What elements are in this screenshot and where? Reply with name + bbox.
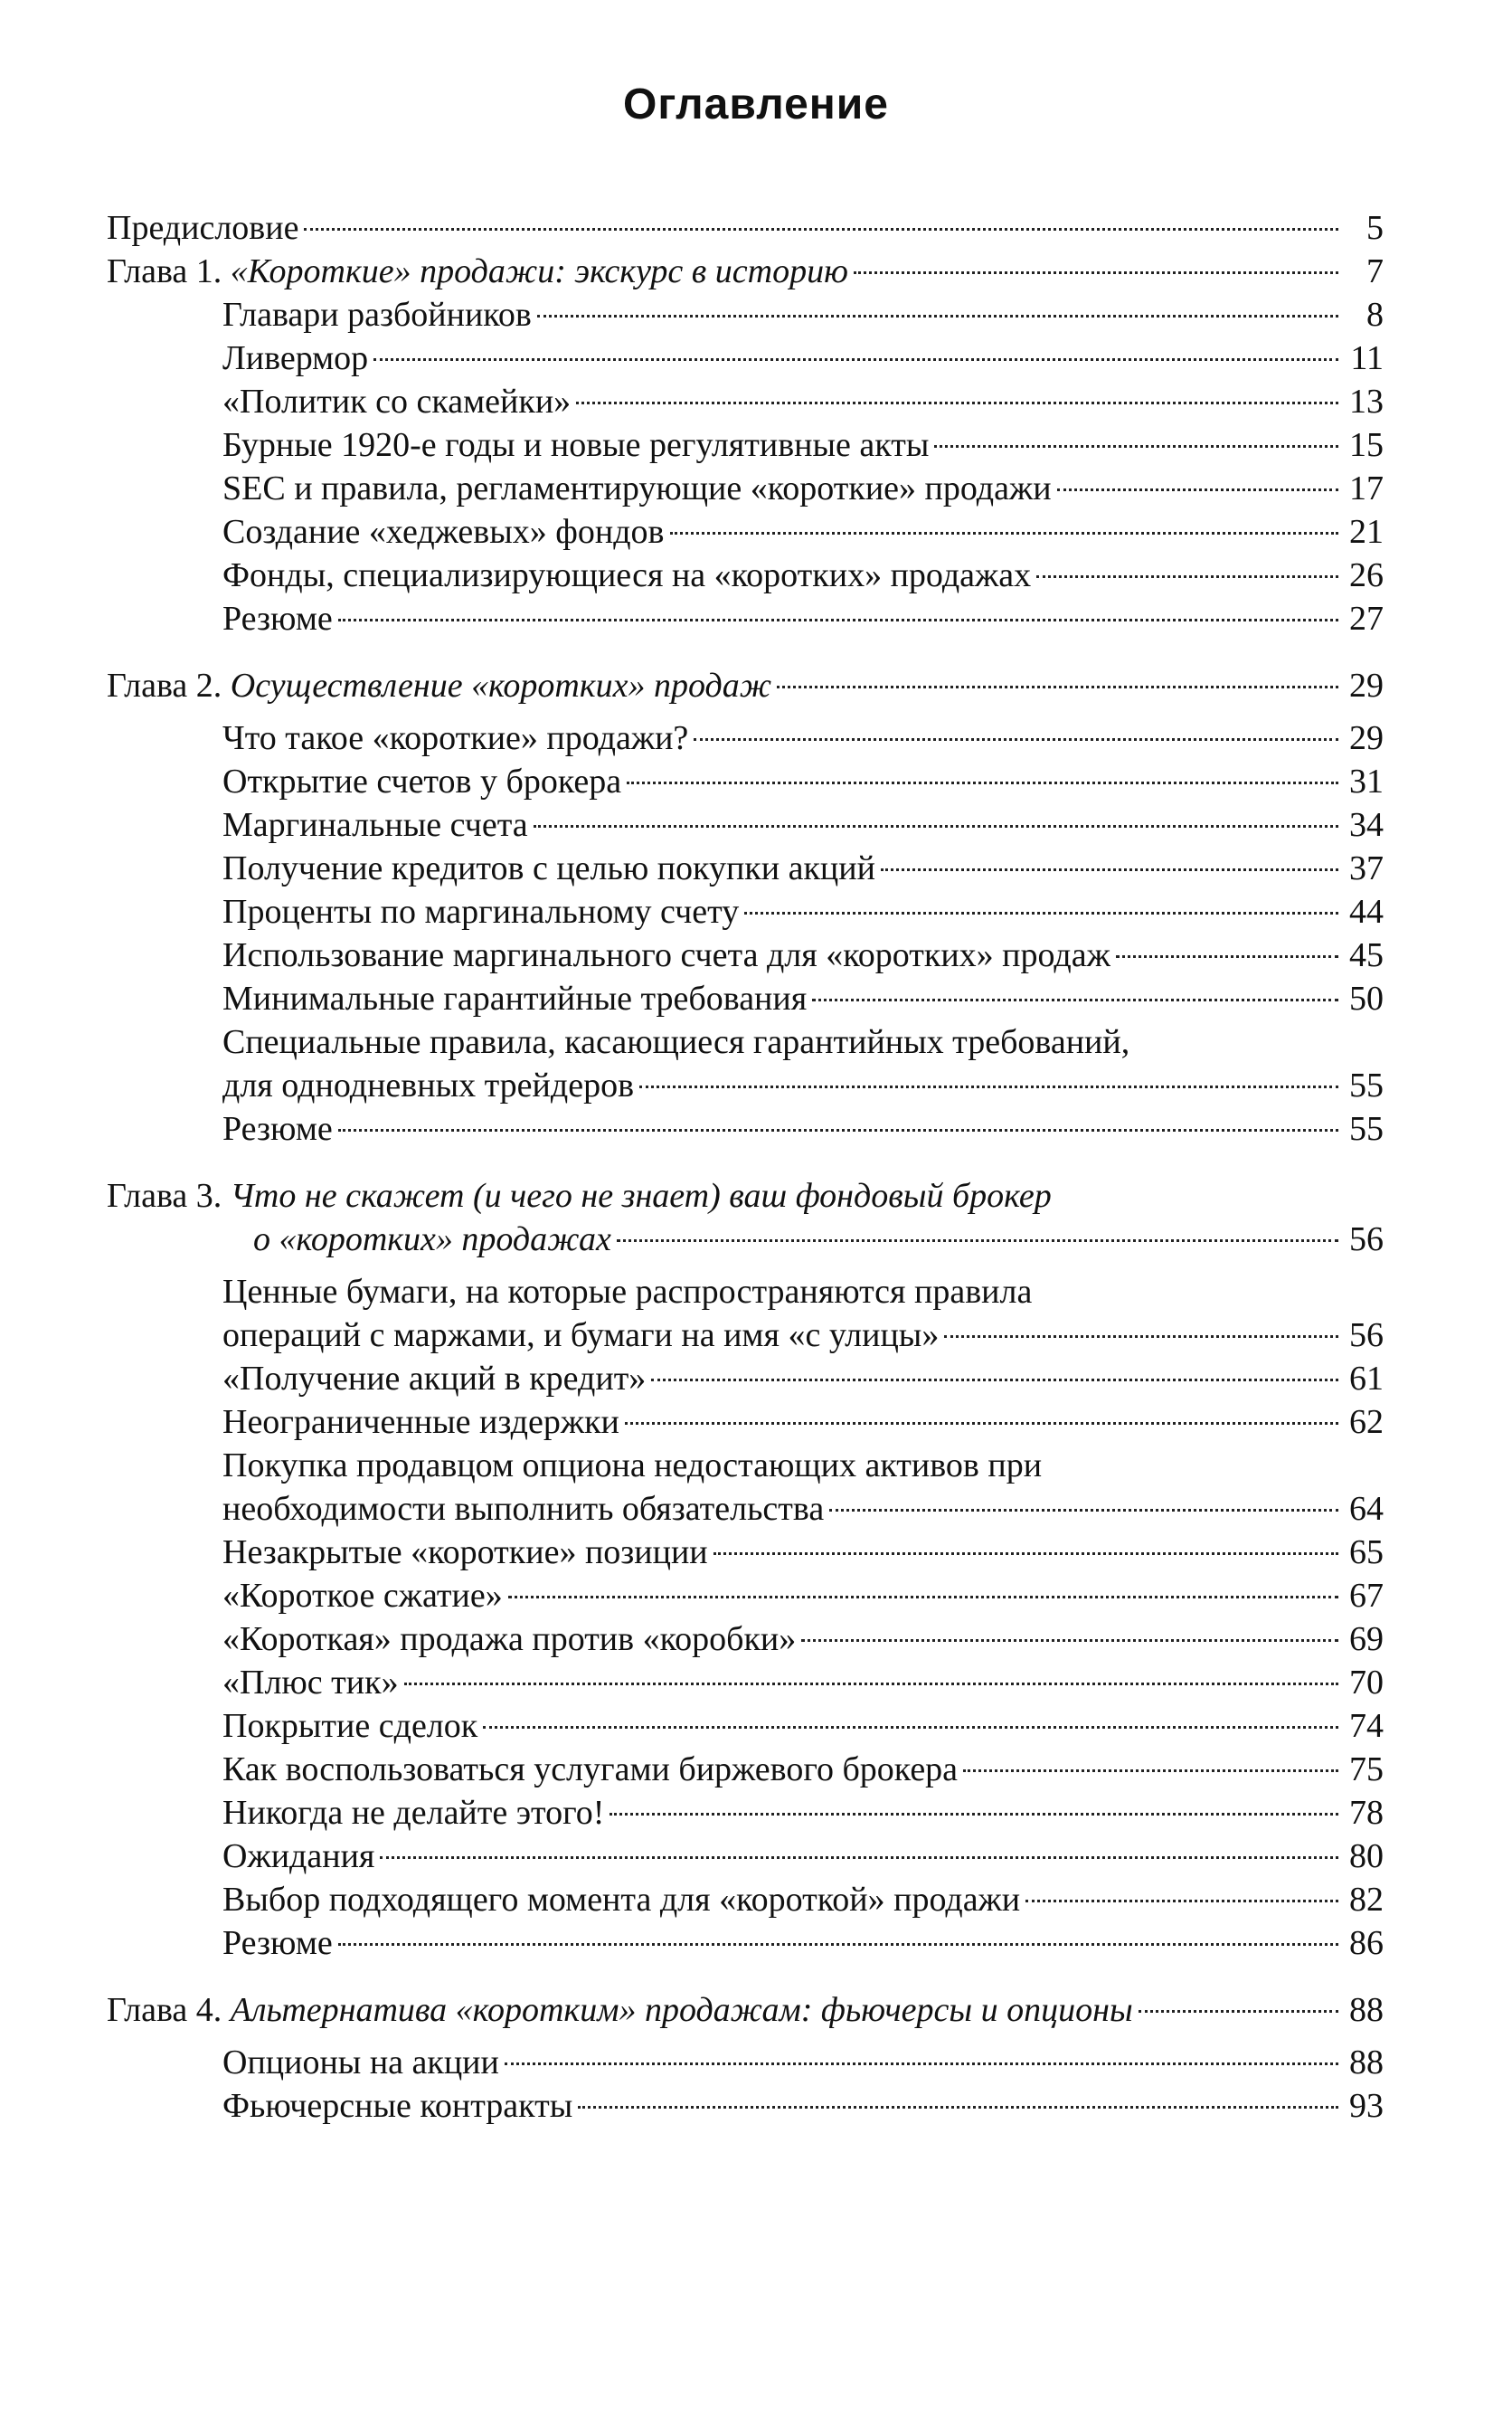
toc-entry[interactable]	[222, 1878, 1384, 1921]
toc-entry[interactable]	[222, 1400, 1384, 1444]
entry-label: Маргинальные счета	[222, 806, 528, 844]
toc-entry[interactable]	[222, 1313, 1384, 1357]
chapter-heading	[107, 1988, 1133, 2032]
toc-entry-chapter-3-cont[interactable]	[253, 1218, 1384, 1261]
dot-leader	[1139, 2010, 1338, 2013]
page-number: 88	[1349, 2043, 1384, 2081]
page-number: 44	[1349, 893, 1384, 931]
page-number: 80	[1349, 1837, 1384, 1875]
page-number: 67	[1349, 1577, 1384, 1615]
page-number: 65	[1349, 1533, 1384, 1571]
page-number: 8	[1366, 296, 1384, 334]
entry-label: Фьючерсные контракты	[222, 2087, 573, 2125]
toc-entry[interactable]	[222, 293, 1384, 337]
toc-entry[interactable]	[222, 423, 1384, 467]
toc-entry[interactable]	[222, 1661, 1384, 1704]
page-number: 62	[1349, 1403, 1384, 1441]
dot-leader	[944, 1335, 1338, 1338]
entry-label: Как воспользоваться услугами биржевого брокера	[222, 1750, 959, 1788]
dot-leader	[812, 999, 1338, 1001]
chapter-prefix: Глава 4.	[107, 1991, 222, 2029]
page-number: 70	[1349, 1664, 1384, 1702]
chapter-prefix: Глава 3.	[107, 1177, 222, 1215]
page-number: 56	[1349, 1316, 1384, 1354]
page-number: 64	[1349, 1490, 1384, 1528]
toc-entry[interactable]	[222, 2041, 1384, 2084]
dot-leader	[651, 1379, 1338, 1381]
toc-entry-line[interactable]: Специальные правила, касающиеся гарантийных требований,	[222, 1023, 1130, 1061]
chapter-title: Осуществление «коротких» продаж	[230, 667, 772, 705]
entry-label: Открытие счетов у брокера	[222, 763, 622, 801]
dot-leader	[854, 271, 1338, 274]
dot-leader	[881, 868, 1338, 871]
entry-label: Резюме	[222, 600, 333, 638]
page-number: 69	[1349, 1620, 1384, 1658]
page-number: 45	[1349, 936, 1384, 974]
page-number: 5	[1366, 209, 1384, 247]
entry-label: Резюме	[222, 1110, 333, 1148]
dot-leader	[578, 2106, 1338, 2109]
entry-label: Покрытие сделок	[222, 1707, 478, 1745]
toc-entry[interactable]	[222, 1531, 1384, 1574]
page-number: 93	[1349, 2087, 1384, 2125]
page-number: 86	[1349, 1924, 1384, 1962]
dot-leader	[1057, 488, 1338, 491]
toc-entry[interactable]	[222, 1748, 1384, 1791]
dot-leader	[1036, 575, 1338, 578]
toc-entry[interactable]	[222, 510, 1384, 554]
page-number: 78	[1349, 1794, 1384, 1832]
dot-leader	[338, 619, 1338, 621]
dot-leader	[934, 445, 1338, 448]
page-number: 11	[1350, 339, 1384, 377]
toc-entry-preface[interactable]	[107, 206, 1384, 250]
entry-label: Предисловие	[107, 209, 299, 247]
chapter-title: Альтернатива «коротким» продажам: фьючерсы и опционы	[230, 1991, 1133, 2029]
page-number: 88	[1349, 1991, 1384, 2029]
dot-leader	[627, 782, 1338, 784]
toc-entry-chapter-3[interactable]	[107, 1174, 1384, 1218]
dot-leader	[1116, 955, 1338, 958]
table-of-contents	[107, 206, 1384, 2128]
entry-label: Бурные 1920-е годы и новые регулятивные акты	[222, 426, 930, 464]
entry-label: Никогда не делайте этого!	[222, 1794, 605, 1832]
dot-leader	[404, 1683, 1338, 1685]
toc-entry[interactable]	[222, 380, 1384, 423]
entry-label: Резюме	[222, 1924, 333, 1962]
page-number: 15	[1349, 426, 1384, 464]
page-number: 26	[1349, 556, 1384, 594]
entry-label: Неограниченные издержки	[222, 1403, 619, 1441]
chapter-title: Что не скажет (и чего не знает) ваш фондовый брокер	[230, 1177, 1052, 1215]
entry-label: Ливермор	[222, 339, 369, 377]
toc-entry[interactable]	[222, 597, 1384, 640]
page-number: 21	[1349, 513, 1384, 551]
dot-leader	[380, 1856, 1338, 1859]
entry-label: Использование маргинального счета для «коротких» продаж	[222, 936, 1110, 974]
dot-leader	[508, 1596, 1338, 1598]
dot-leader	[963, 1769, 1338, 1772]
page-number: 17	[1349, 469, 1384, 507]
entry-label: «Получение акций в кредит»	[222, 1360, 647, 1398]
toc-entry[interactable]	[222, 977, 1384, 1020]
dot-leader	[537, 315, 1338, 318]
page-number: 29	[1349, 667, 1384, 705]
toc-entry[interactable]	[222, 1835, 1384, 1878]
dot-leader	[576, 402, 1338, 404]
toc-entry[interactable]	[222, 1107, 1384, 1151]
dot-leader	[639, 1086, 1338, 1088]
toc-entry[interactable]	[222, 803, 1384, 847]
toc-entry[interactable]	[222, 337, 1384, 380]
toc-entry[interactable]	[222, 1704, 1384, 1748]
entry-label: «Политик со скамейки»	[222, 383, 572, 421]
entry-label: «Плюс тик»	[222, 1664, 399, 1702]
toc-entry-chapter-2[interactable]	[107, 664, 1384, 707]
dot-leader	[713, 1552, 1338, 1555]
dot-leader	[338, 1943, 1338, 1946]
toc-entry[interactable]	[222, 760, 1384, 803]
toc-entry-chapter-4[interactable]	[107, 1988, 1384, 2032]
dot-leader	[338, 1129, 1338, 1132]
toc-entry[interactable]	[222, 1617, 1384, 1661]
spacer	[107, 707, 1384, 716]
dot-leader	[777, 686, 1338, 688]
page-number: 37	[1349, 849, 1384, 887]
spacer	[107, 1261, 1384, 1270]
toc-entry-chapter-1[interactable]	[107, 250, 1384, 293]
dot-leader	[744, 912, 1338, 915]
toc-entry[interactable]	[222, 2084, 1384, 2128]
toc-entry[interactable]	[222, 934, 1384, 977]
toc-entry[interactable]	[222, 1064, 1384, 1107]
entry-label: для однодневных трейдеров	[222, 1067, 635, 1105]
dot-leader	[505, 2062, 1338, 2065]
dot-leader	[534, 825, 1338, 828]
entry-label: SEC и правила, регламентирующие «короткие» продажи	[222, 469, 1052, 507]
page-number: 31	[1349, 763, 1384, 801]
entry-label: Главари разбойников	[222, 296, 532, 334]
spacer	[107, 640, 1384, 664]
dot-leader	[625, 1422, 1338, 1425]
entry-label: операций с маржами, и бумаги на имя «с улицы»	[222, 1316, 940, 1354]
dot-leader	[694, 738, 1338, 741]
page-number: 61	[1349, 1360, 1384, 1398]
dot-leader	[304, 228, 1338, 231]
dot-leader	[1025, 1900, 1338, 1902]
dot-leader	[373, 358, 1338, 361]
page-number: 50	[1349, 980, 1384, 1018]
spacer	[107, 1965, 1384, 1988]
chapter-heading	[107, 664, 771, 707]
toc-entry[interactable]	[222, 467, 1384, 510]
toc-entry-line[interactable]: Покупка продавцом опциона недостающих активов при	[222, 1446, 1043, 1484]
entry-label: Ожидания	[222, 1837, 375, 1875]
chapter-prefix: Глава 1.	[107, 252, 222, 290]
toc-entry[interactable]	[222, 890, 1384, 934]
toc-entry[interactable]	[222, 1791, 1384, 1835]
toc-entry[interactable]	[222, 1487, 1384, 1531]
chapter-prefix: Глава 2.	[107, 667, 222, 705]
toc-entry[interactable]	[222, 1357, 1384, 1400]
page-number: 13	[1349, 383, 1384, 421]
toc-entry[interactable]	[222, 847, 1384, 890]
dot-leader	[670, 532, 1339, 535]
page-title: Оглавление	[623, 81, 889, 128]
dot-leader	[801, 1639, 1338, 1642]
page-number: 56	[1349, 1220, 1384, 1258]
entry-label: «Короткая» продажа против «коробки»	[222, 1620, 797, 1658]
page-number: 27	[1349, 600, 1384, 638]
spacer	[107, 2032, 1384, 2041]
page-number: 75	[1349, 1750, 1384, 1788]
page-number: 34	[1349, 806, 1384, 844]
page-number: 29	[1349, 719, 1384, 757]
page-number: 74	[1349, 1707, 1384, 1745]
page-number: 55	[1349, 1067, 1384, 1105]
chapter-title: «Короткие» продажи: экскурс в историю	[230, 252, 848, 290]
entry-label: Что такое «короткие» продажи?	[222, 719, 689, 757]
toc-entry[interactable]	[222, 1921, 1384, 1965]
entry-label: «Короткое сжатие»	[222, 1577, 503, 1615]
toc-entry-line[interactable]: Ценные бумаги, на которые распространяются правила	[222, 1273, 1033, 1311]
dot-leader	[617, 1239, 1338, 1242]
spacer	[107, 1151, 1384, 1174]
entry-label: Фонды, специализирующиеся на «коротких» продажах	[222, 556, 1032, 594]
toc-entry[interactable]	[222, 716, 1384, 760]
dot-leader	[829, 1509, 1338, 1512]
entry-label: Незакрытые «короткие» позиции	[222, 1533, 708, 1571]
entry-label: Проценты по маргинальному счету	[222, 893, 740, 931]
page-number: 82	[1349, 1881, 1384, 1919]
entry-label: Получение кредитов с целью покупки акций	[222, 849, 875, 887]
entry-label: Минимальные гарантийные требования	[222, 980, 808, 1018]
dot-leader	[483, 1726, 1338, 1729]
toc-entry[interactable]	[222, 1574, 1384, 1617]
chapter-heading	[107, 250, 848, 293]
dot-leader	[610, 1813, 1338, 1816]
chapter-title: о «коротких» продажах	[253, 1220, 611, 1258]
entry-label: Выбор подходящего момента для «короткой» продажи	[222, 1881, 1021, 1919]
entry-label: Создание «хеджевых» фондов	[222, 513, 665, 551]
page-number: 55	[1349, 1110, 1384, 1148]
toc-entry[interactable]	[222, 554, 1384, 597]
entry-label: Опционы на акции	[222, 2043, 499, 2081]
page-number: 7	[1366, 252, 1384, 290]
entry-label: необходимости выполнить обязательства	[222, 1490, 825, 1528]
